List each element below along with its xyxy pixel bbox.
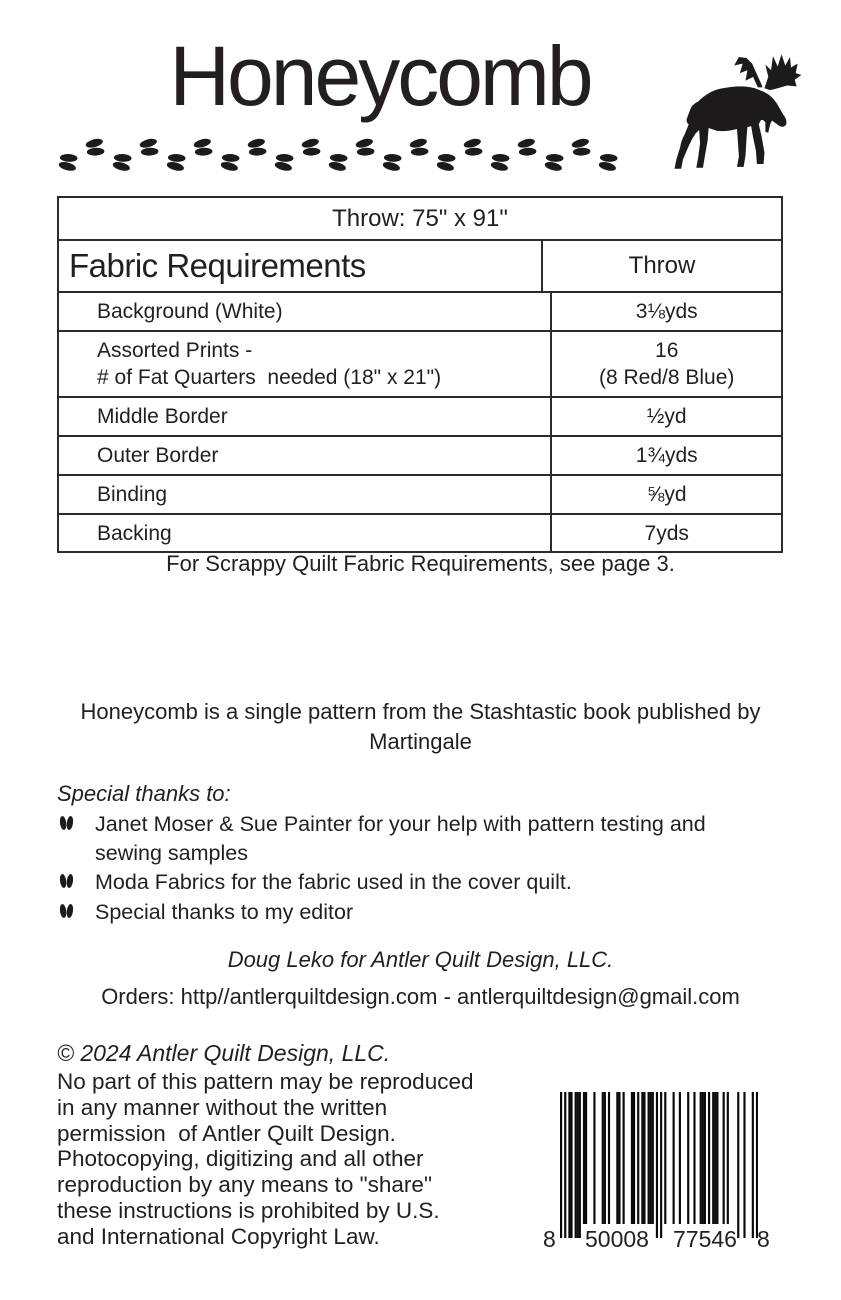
orders-contact-line: Orders: http//antlerquiltdesign.com - antlerquiltdesign@gmail.com — [101, 984, 740, 1009]
hoofprint-icon — [354, 136, 379, 158]
hoofprint-icon — [435, 151, 460, 173]
hoofprint-icon — [489, 151, 514, 173]
hoofprint-icon — [165, 151, 190, 173]
table-row-label: Outer Border — [97, 444, 219, 467]
notice-line: permission of Antler Quilt Design. — [57, 1120, 396, 1146]
table-row-label: Backing — [97, 521, 172, 545]
table-header-row — [59, 241, 781, 293]
table-row-value: 16 (8 Red/8 Blue) — [550, 332, 781, 396]
notice-line: reproduction by any means to "share" — [57, 1172, 432, 1198]
thanks-item — [58, 810, 758, 867]
table-row-value: 3⅛yds — [550, 293, 781, 330]
table-row — [59, 293, 781, 332]
table-row-value: 1¾yds — [550, 437, 781, 474]
table-body — [59, 293, 781, 551]
hoofprint-icon — [570, 136, 595, 158]
hoofprint-icon — [111, 151, 136, 173]
table-row — [59, 332, 781, 398]
table-row — [59, 476, 781, 515]
table-row — [59, 398, 781, 437]
hoofprint-bullet-icon — [58, 902, 75, 920]
table-column-header: Throw — [541, 241, 781, 291]
table-row — [59, 515, 781, 551]
hoofprint-icon — [138, 136, 163, 158]
hoofprint-bullet-icon — [58, 814, 75, 832]
hoofprint-icon — [543, 151, 568, 173]
hoofprint-icon — [273, 151, 298, 173]
hoofprint-icon — [462, 136, 487, 158]
notice-line: in any manner without the written — [57, 1094, 388, 1120]
table-section-title: Fabric Requirements — [69, 247, 366, 284]
about-line: Honeycomb is a single pattern from the Stashtastic book published by — [80, 699, 761, 724]
hoofprint-icon — [57, 151, 82, 173]
table-row-label: Background (White) — [97, 300, 283, 323]
hoofprint-icon — [192, 136, 217, 158]
hoofprint-icon — [219, 151, 244, 173]
table-footnote: For Scrappy Quilt Fabric Requirements, see page 3. — [166, 551, 675, 576]
barcode-bars — [560, 1092, 758, 1238]
barcode-digit-group: 8 — [757, 1226, 770, 1252]
table-row-label: Assorted Prints - # of Fat Quarters needed (18" x 21") — [97, 339, 442, 389]
table-size-header: Throw: 75" x 91" — [59, 198, 781, 241]
copyright-line: © 2024 Antler Quilt Design, LLC. — [57, 1040, 391, 1066]
table-row-value: ½yd — [550, 398, 781, 435]
thanks-item-text: Janet Moser & Sue Painter for your help with pattern testing and sewing samples — [95, 812, 706, 865]
table-row-label: Middle Border — [97, 405, 228, 428]
notice-line: these instructions is prohibited by U.S. — [57, 1197, 440, 1223]
barcode-digit-group: 8 — [543, 1226, 556, 1252]
table-row — [59, 437, 781, 476]
hoofprint-icon — [381, 151, 406, 173]
moose-icon — [666, 44, 808, 178]
hoofprint-icon — [84, 136, 109, 158]
barcode-digit-group: 77546 — [673, 1226, 737, 1252]
thanks-item — [58, 868, 758, 897]
designer-byline: Doug Leko for Antler Quilt Design, LLC. — [227, 947, 614, 972]
hoofprint-bullet-icon — [58, 872, 75, 890]
hoofprint-icon — [246, 136, 271, 158]
thanks-item-text: Special thanks to my editor — [95, 899, 354, 924]
table-row-label: Binding — [97, 483, 168, 506]
notice-line: No part of this pattern may be reproduced — [57, 1069, 474, 1094]
notice-line: Photocopying, digitizing and all other — [57, 1146, 424, 1172]
hoofprint-icon — [597, 151, 622, 173]
thanks-item-text: Moda Fabrics for the fabric used in the cover quilt. — [95, 870, 572, 894]
upc-barcode — [543, 1088, 783, 1260]
hoofprint-icon — [408, 136, 433, 158]
notice-line: and International Copyright Law. — [57, 1223, 380, 1249]
hoofprint-icon — [516, 136, 541, 158]
thanks-item — [58, 898, 758, 927]
fabric-requirements-table — [57, 196, 783, 553]
hoofprint-track-divider — [58, 138, 620, 188]
hoofprint-icon — [327, 151, 352, 173]
barcode-digit-group: 50008 — [585, 1226, 649, 1252]
thanks-heading: Special thanks to: — [57, 781, 231, 806]
page-title: Honeycomb — [169, 29, 591, 123]
about-text — [0, 697, 841, 757]
table-row-value: 7yds — [550, 515, 781, 551]
thanks-list — [58, 810, 758, 927]
about-line: Martingale — [369, 729, 472, 754]
hoofprint-icon — [300, 136, 325, 158]
table-row-value: ⅝yd — [550, 476, 781, 513]
copyright-notice — [57, 1069, 497, 1250]
